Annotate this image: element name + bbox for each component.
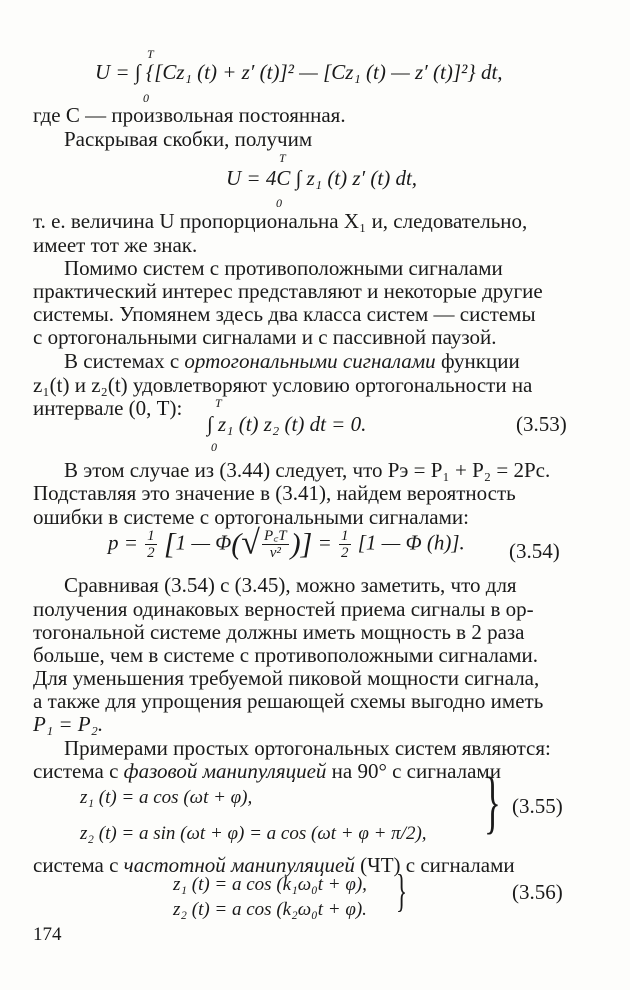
text-line: а также для упрощения решающей схемы выгодно иметь (33, 689, 544, 713)
text-line: В этом случае из (3.44) следует, что Pэ = P₁ + P₂ = 2Pс. (64, 458, 551, 482)
text-line: практический интерес представляют и некоторые другие (33, 279, 543, 303)
formula-3-55-line1: z₁ (t) = a cos (ωt + φ), (80, 787, 253, 808)
emphasis: ортогональными сигналами (184, 349, 436, 373)
fraction-half: $\frac{1}{2}$ (147, 528, 155, 561)
text-line: Примерами простых ортогональных систем являются: (64, 736, 551, 760)
text-line: ошибки в системе с ортогональными сигналами: (33, 505, 469, 529)
text-line: Сравнивая (3.54) с (3.45), можно заметить, что для (64, 573, 517, 597)
fraction-pct-nu: $\frac{P꜀T}{\text{ν²}}$ (263, 528, 287, 561)
formula-3-56-line2: z₂ (t) = a cos (k₂ω₀t + φ). (173, 899, 367, 920)
equation-number: (3.56) (512, 880, 563, 904)
fraction-half: $\frac{1}{2}$ (341, 528, 349, 561)
equation-number: (3.55) (512, 794, 563, 818)
text-line: система с фазовой манипуляцией на 90° с сигналами (33, 759, 501, 783)
formula-body: ∫ z₁ (t) z₂ (t) dt = 0. (207, 412, 367, 436)
right-brace: } (396, 865, 408, 916)
text-line: В системах с ортогональными сигналами функции (64, 349, 520, 373)
integral-upper-limit: T (215, 396, 222, 410)
text-line: имеет тот же знак. (33, 233, 198, 257)
integral-lower-limit: 0 (143, 91, 149, 105)
text-line: получения одинаковых верностей приема сигналы в ор- (33, 597, 534, 621)
integral-upper-limit: T (279, 151, 286, 165)
text-line: z₁(t) и z₂(t) удовлетворяют условию ортогональности на (33, 373, 533, 397)
text-line: где C — произвольная постоянная. (33, 103, 346, 127)
text-line: Раскрывая скобки, получим (64, 127, 313, 151)
text-line: P₁ = P₂. (33, 712, 104, 736)
equation-number: (3.54) (509, 539, 560, 563)
formula-body: U = 4C ∫ z₁ (t) z′ (t) dt, (226, 166, 418, 190)
formula-3-55-line2: z₂ (t) = a sin (ωt + φ) = a cos (ωt + φ + π/2), (80, 823, 427, 844)
page-number: 174 (33, 924, 62, 945)
text-line: Подставляя это значение в (3.41), найдем вероятность (33, 481, 516, 505)
formula-3-56-line1: z₁ (t) = a cos (k₁ω₀t + φ), (173, 874, 367, 895)
text-line: Для уменьшения требуемой пиковой мощности сигнала, (33, 666, 540, 690)
integral-lower-limit: 0 (276, 196, 282, 210)
text-line: интервале (0, T): (33, 396, 183, 420)
text-line: тогональной системе должны иметь мощность в 2 раза (33, 620, 525, 644)
text-line: Помимо систем с противоположными сигналами (64, 256, 503, 280)
formula-3-54: p = $\frac{1}{2}$ [1 — Φ(√ $\frac{P꜀T}{\text{ν²}}$ )] = $\frac{1}{2}$ [1 — Φ (h)]. (108, 524, 465, 562)
right-brace: } (484, 764, 501, 841)
text-line: больше, чем в системе с противоположными сигналами. (33, 643, 539, 667)
text-line: т. е. величина U пропорциональна X₁ и, следовательно, (33, 209, 528, 233)
integral-lower-limit: 0 (211, 440, 217, 454)
equation-number: (3.53) (516, 412, 567, 436)
integral-upper-limit: T (147, 47, 154, 61)
formula-body: U = ∫ {[Cz₁ (t) + z′ (t)]² — [Cz₁ (t) — z′ (t)]²} dt, (95, 60, 503, 84)
text-line: с ортогональными сигналами и с пассивной паузой. (33, 325, 497, 349)
text-line: система с частотной манипуляцией (ЧТ) с сигналами (33, 853, 515, 877)
emphasis: фазовой манипуляцией (123, 759, 327, 783)
text-line: системы. Упомянем здесь два класса систем — системы (33, 302, 536, 326)
emphasis: частотной манипуляцией (123, 853, 355, 877)
